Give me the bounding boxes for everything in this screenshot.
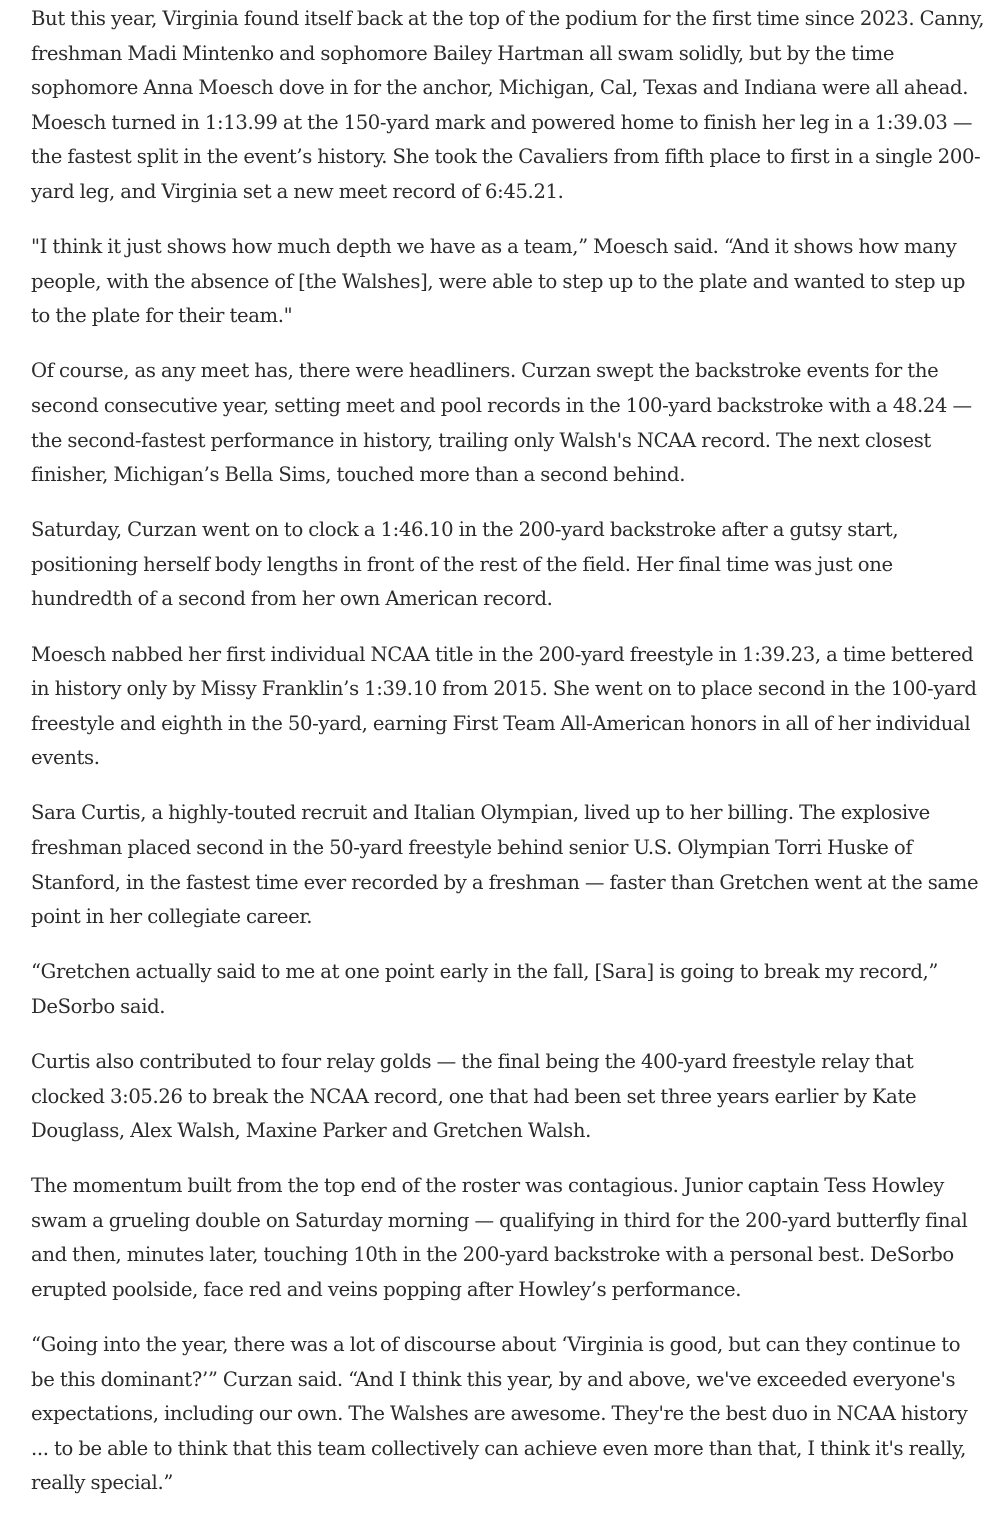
article-paragraph-moesch-quote: "I think it just shows how much depth we have as a team,” Moesch said. “And it shows how many people, with the absence of [the Walshes], were able to step up to the plate and wanted to step up to the plate for their team." <box>31 235 966 328</box>
article-paragraph-moesch-title: Moesch nabbed her first individual NCAA title in the 200-yard freestyle in 1:39.23, a time bettered in history only by Missy Franklin’s 1:39.10 from 2015. She went on to place second in the 100-yard freestyle and eighth in the 50-yard, earning First Team All-American honors in all of her individual events. <box>31 642 977 770</box>
article-paragraph-curzan-quote: “Going into the year, there was a lot of discourse about ‘Virginia is good, but can they continue to be this dominant?’” Curzan said. “And I think this year, by and above, we've exceeded everyone's expectations, including our own. The Walshes are awesome. They're the best duo in NCAA history ... to be able to think that this team collectively can achieve even more than that, I think it's really, really special.” <box>31 1333 968 1495</box>
article-paragraph-howley-double: The momentum built from the top end of the roster was contagious. Junior captain Tess Howley swam a grueling double on Saturday morning — qualifying in third for the 200-yard butterfly final and then, minutes later, touching 10th in the 200-yard backstroke with a personal best. DeSorbo erupted poolside, face red and veins popping after Howley’s performance. <box>31 1174 968 1301</box>
article-paragraph-headliners: Of course, as any meet has, there were headliners. Curzan swept the backstroke events for the second consecutive year, setting meet and pool records in the 100-yard backstroke with a 48.24 — the second-fastest performance in history, trailing only Walsh's NCAA record. The next closest finisher, Michigan’s Bella Sims, touched more than a second behind. <box>31 359 972 487</box>
article-paragraph-curzan-200-back: Saturday, Curzan went on to clock a 1:46.10 in the 200-yard backstroke after a gutsy start, positioning herself body lengths in front of the rest of the field. Her final time was just one hundredth of a second from her own American record. <box>31 518 899 611</box>
article-paragraph-relay-record: Curtis also contributed to four relay golds — the final being the 400-yard freestyle relay that clocked 3:05.26 to break the NCAA record, one that had been set three years earlier by Kate Douglass, Alex Walsh, Maxine Parker and Gretchen Walsh. <box>31 1049 917 1143</box>
article-paragraph-desorbo-quote: “Gretchen actually said to me at one point early in the fall, [Sara] is going to break my record,” DeSorbo said. <box>31 960 939 1018</box>
article-paragraph-sara-curtis: Sara Curtis, a highly-touted recruit and Italian Olympian, lived up to her billing. The explosive freshman placed second in the 50-yard freestyle behind senior U.S. Olympian Torri Huske of Stanford, in the fastest time ever recorded by a freshman — faster than Gretchen went at the same point in her collegiate career. <box>31 801 979 929</box>
article-paragraph-relay-recap: But this year, Virginia found itself back at the top of the podium for the first time since 2023. Canny, freshman Madi Mintenko and sophomore Bailey Hartman all swam solidly, but by the time sophomore Anna Moesch dove in for the anchor, Michigan, Cal, Texas and Indiana were all ahead. Moesch turned in 1:13.99 at the 150-yard mark and powered home to finish her leg in a 1:39.03 — the fastest split in the event’s history. She took the Cavaliers from fifth place to first in a single 200-yard leg, and Virginia set a new meet record of 6:45.21. <box>31 7 985 203</box>
